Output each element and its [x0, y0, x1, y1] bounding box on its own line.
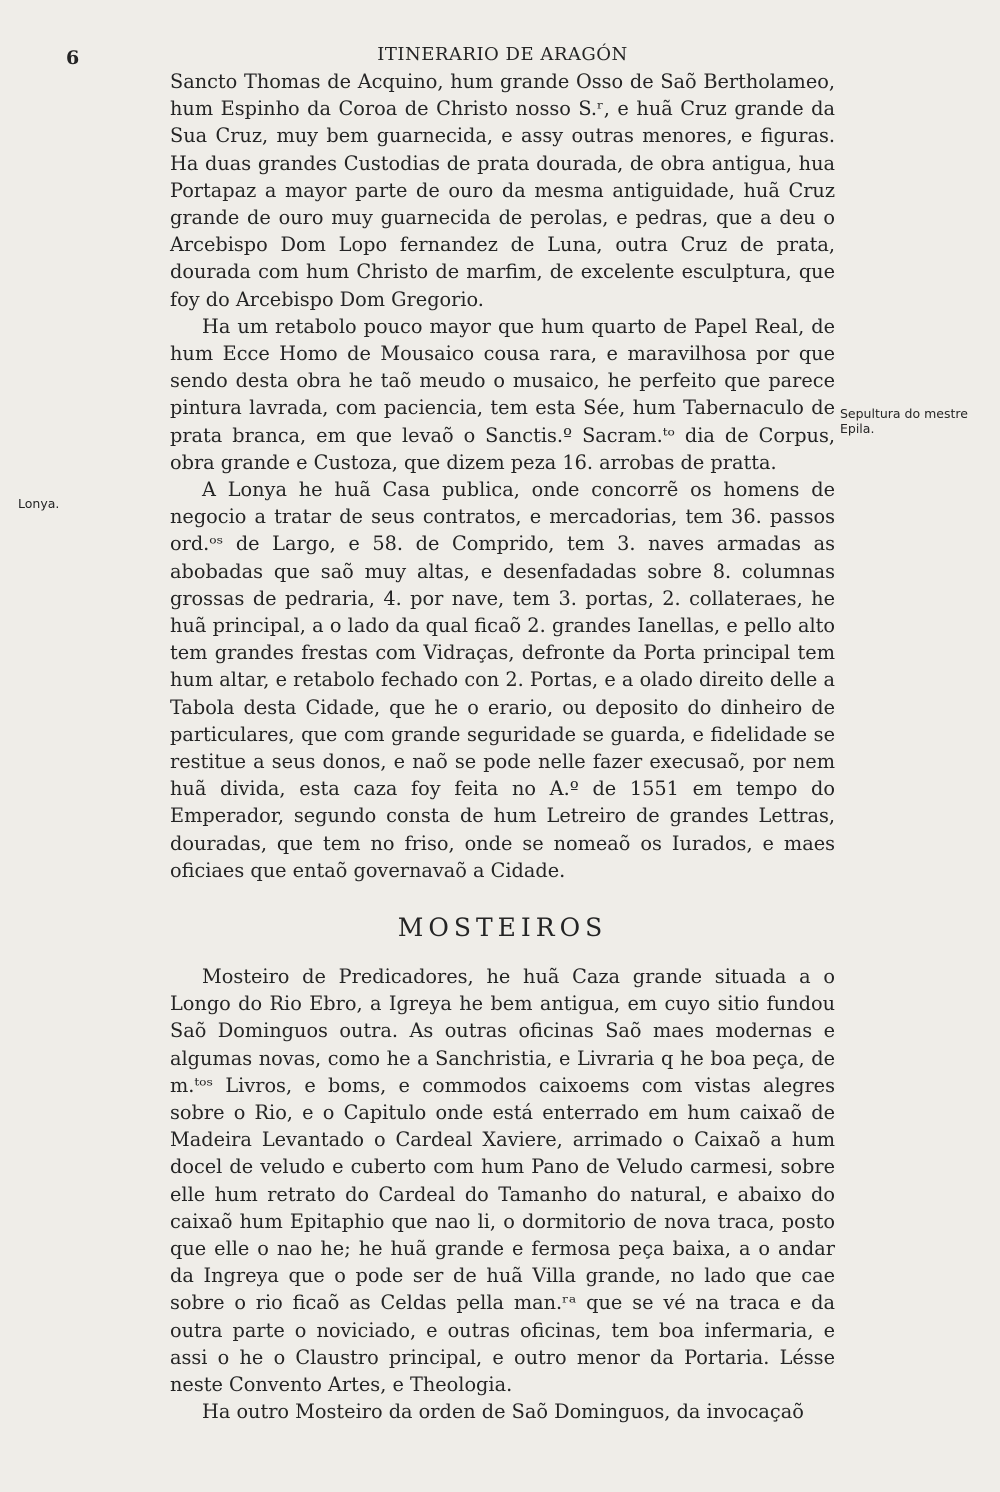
paragraph: Ha um retabolo pouco mayor que hum quarto de Papel Real, de hum Ecce Homo de Mousaico cousa rara, e maravilhosa por que sendo desta obra he taõ meudo o musaico, he perfeito que parece pintura lavrada, com paciencia, tem esta Sée, hum Tabernaculo de prata branca, em que levaõ o Sanctis.º Sacram.ᵗᵒ dia de Corpus, obra grande e Custoza, que dizem peza 16. arrobas de pratta.: [170, 314, 835, 474]
paragraph: Sancto Thomas de Acquino, hum grande Osso de Saõ Bertholameo, hum Espinho da Coroa de Christo nosso S.ʳ, e huã Cruz grande da Sua Cruz, muy bem guarnecida, e assy outras menores, e figuras. Ha duas grandes Custodias de prata dourada, de obra antigua, hua Portapaz a mayor parte de ouro da mesma antiguidade, huã Cruz grande de ouro muy guarnecida de perolas, e pedras, que a deu o Arcebispo Dom Lopo fernandez de Luna, outra Cruz de prata, dourada com hum Christo de marfim, de excelente esculptura, que foy do Arcebispo Dom Gregorio.: [170, 70, 835, 311]
paragraph: Mosteiro de Predicadores, he huã Caza grande situada a o Longo do Rio Ebro, a Igreya he bem antigua, em cuyo sitio fundou Saõ Dominguos outra. As outras oficinas Saõ maes modernas e algumas novas, como he a Sanchristia, e Livraria q he boa peça, de m.ᵗᵒˢ Livros, e boms, e commodos caixoems com vistas alegres sobre o Rio, e o Capitulo onde está enterrado em hum caixaõ de Madeira Levantado o Cardeal Xaviere, arrimado o Caixaõ a hum docel de veludo e cuberto com hum Pano de Veludo carmesi, sobre elle hum retrato do Cardeal do Tamanho do natural, e abaixo do caixaõ hum Epitaphio que nao li, o dormitorio de nova traca, posto que elle o nao he; he huã grande e fermosa peça baixa, a o andar da Ingreya que o pode ser de huã Villa grande, no lado que cae sobre o rio ficaõ as Celdas pella man.ʳᵃ que se vé na traca e da outra parte o noviciado, e outras oficinas, tem boa infermaria, e assi o he o Claustro principal, e outro menor da Portaria. Lésse neste Convento Artes, e Theologia.: [170, 965, 835, 1397]
paragraph: Ha outro Mosteiro da orden de Saõ Dominguos, da invocaçaõ: [202, 1400, 804, 1424]
body-text-bottom: [170, 963, 835, 1425]
page-number: 6: [66, 47, 80, 69]
section-title: MOSTEIROS: [397, 913, 608, 942]
margin-note-sepultura: Sepultura do mestre Epila.: [840, 406, 968, 436]
paragraph: A Lonya he huã Casa publica, onde concorrẽ os homens de negocio a tratar de seus contratos, e mercadorias, tem 36. passos ord.ᵒˢ de Largo, e 58. de Comprido, tem 3. naves armadas as abobadas que saõ muy altas, e desenfadadas sobre 8. columnas grossas de pedraria, 4. por nave, tem 3. portas, 2. collateraes, he huã principal, a o lado da qual ficaõ 2. grandes Ianellas, e pello alto tem grandes frestas com Vidraças, defronte da Porta principal tem hum altar, e retabolo fechado con 2. Portas, e a olado direito delle a Tabola desta Cidade, que he o erario, ou deposito do dinheiro de particulares, que com grande seguridade se guarda, e fidelidade se restitue a seus donos, e naõ se pode nelle fazer execusaõ, por nem huã divida, esta caza foy feita no A.º de 1551 em tempo do Emperador, segundo consta de hum Letreiro de grandes Lettras, douradas, que tem no friso, onde se nomeaõ os Iurados, e maes oficiaes que entaõ governavaõ a Cidade.: [170, 478, 835, 882]
margin-note-lonya: Lonya.: [18, 496, 60, 511]
running-title: ITINERARIO DE ARAGÓN: [377, 44, 628, 65]
body-text-top: [170, 68, 835, 884]
